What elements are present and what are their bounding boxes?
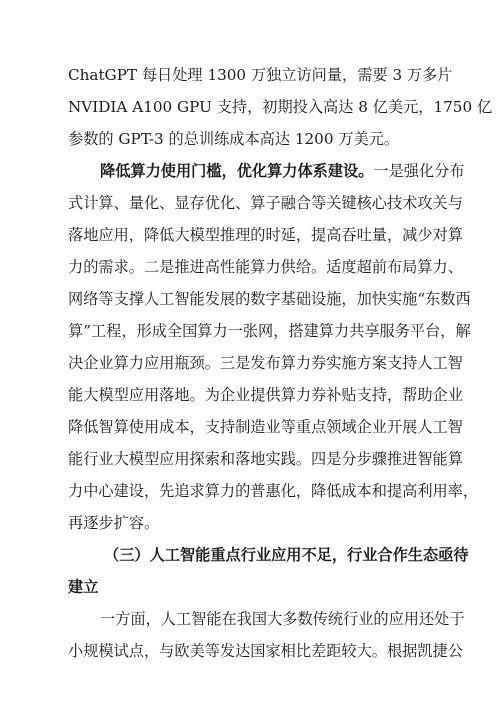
body-text-line: 决企业算力应用瓶颈。三是发布算力券实施方案支持人工智: [68, 354, 463, 372]
section-heading-continued: 建立: [68, 578, 99, 596]
bold-lead-sentence: 降低算力使用门槛，优化算力体系建设。: [100, 162, 374, 180]
body-text-line: 降低智算使用成本，支持制造业等重点领域企业开展人工智: [68, 418, 463, 436]
body-text-line: 式计算、量化、显存优化、算子融合等关键核心技术攻关与: [68, 194, 463, 212]
body-text-line: 能大模型应用落地。为企业提供算力券补贴支持，帮助企业: [68, 386, 463, 404]
body-text-run: 一是强化分布: [373, 162, 465, 180]
body-text-line: 一方面，人工智能在我国大多数传统行业的应用还处于: [100, 610, 465, 628]
body-text-line: 再逐步扩容。: [68, 514, 160, 532]
body-text-line: 能行业大模型应用探索和落地实践。四是分步骤推进智能算: [68, 450, 463, 468]
body-text-line: 力中心建设，先追求算力的普惠化，降低成本和提高利用率，: [68, 482, 479, 500]
body-text-line: 算”工程，形成全国算力一张网，搭建算力共享服务平台，解: [68, 322, 471, 340]
section-heading: （三）人工智能重点行业应用不足，行业合作生态亟待: [104, 546, 469, 564]
body-text-line: 小规模试点，与欧美等发达国家相比差距较大。根据凯捷公: [68, 642, 463, 660]
body-text-line: 网络等支撑人工智能发展的数字基础设施，加快实施“东数西: [68, 290, 471, 308]
body-text-line: NVIDIA A100 GPU 支持，初期投入高达 8 亿美元，1750 亿: [68, 98, 493, 116]
body-text-line: 力的需求。二是推进高性能算力供给。适度超前布局算力、: [68, 258, 463, 276]
body-text-line: 参数的 GPT-3 的总训练成本高达 1200 万美元。: [68, 130, 400, 148]
body-text-line: 落地应用，降低大模型推理的时延，提高吞吐量，减少对算: [68, 226, 463, 244]
body-text-line: ChatGPT 每日处理 1300 万独立访问量，需要 3 万多片: [68, 66, 453, 84]
paragraph-lead-line: [100, 158, 465, 184]
